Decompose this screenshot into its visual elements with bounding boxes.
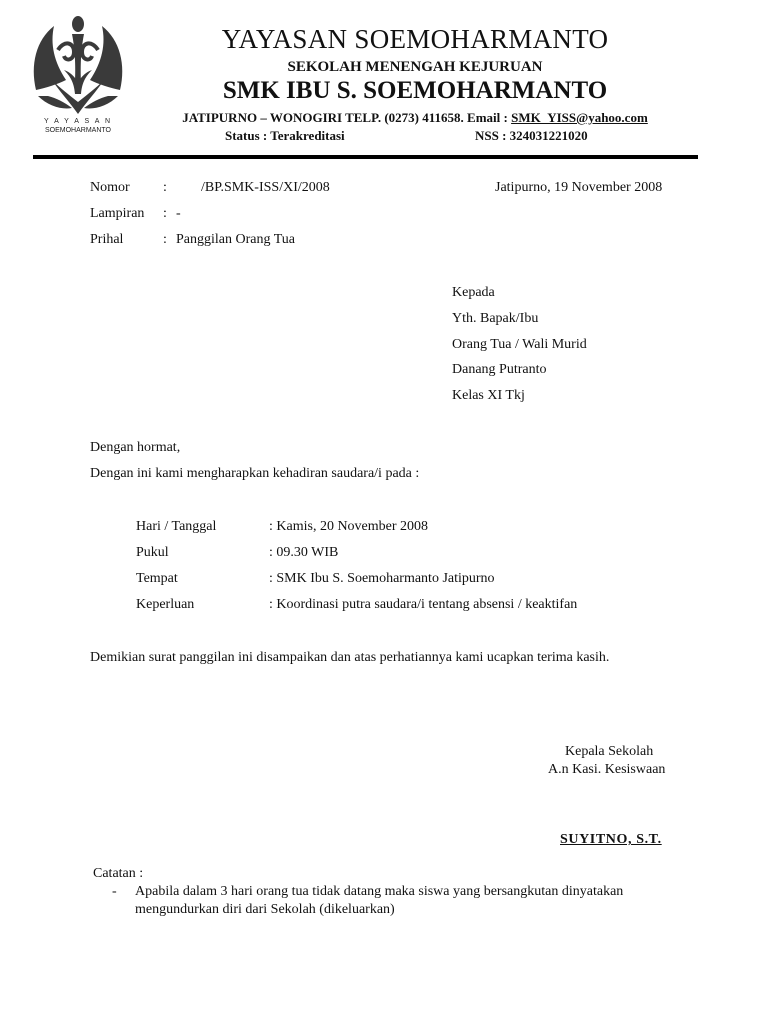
closing-sentence: Demikian surat panggilan ini disampaikan dan atas perhatiannya kami ucapkan terima kasih.	[90, 650, 610, 665]
note-bullet: -	[112, 884, 117, 899]
detail-value-purpose: : Koordinasi putra saudara/i tentang absensi / keaktifan	[269, 597, 578, 612]
detail-label-date: Hari / Tanggal	[136, 519, 217, 534]
signatory-subtitle: A.n Kasi. Kesiswaan	[548, 762, 666, 777]
recipient-line-1: Kepada	[452, 285, 495, 300]
email-link[interactable]: SMK_YISS@yahoo.com	[511, 110, 648, 125]
recipient-line-2: Yth. Bapak/Ibu	[452, 311, 539, 326]
signatory-title: Kepala Sekolah	[565, 744, 654, 759]
school-name: SMK IBU S. SOEMOHARMANTO	[222, 77, 608, 104]
letterhead-divider	[33, 155, 698, 159]
nomor-value: /BP.SMK-ISS/XI/2008	[201, 180, 330, 195]
intro-sentence: Dengan ini kami mengharapkan kehadiran saudara/i pada :	[90, 466, 420, 481]
detail-value-place: : SMK Ibu S. Soemoharmanto Jatipurno	[269, 571, 495, 586]
nomor-separator: :	[163, 180, 167, 195]
detail-label-time: Pukul	[136, 545, 169, 560]
nss-number: NSS : 324031221020	[475, 128, 588, 143]
lampiran-label: Lampiran	[90, 206, 145, 221]
detail-value-date: : Kamis, 20 November 2008	[269, 519, 429, 534]
detail-value-time: : 09.30 WIB	[269, 545, 339, 560]
greeting: Dengan hormat,	[90, 440, 181, 455]
recipient-name: Danang Putranto	[452, 362, 547, 377]
lampiran-value: -	[176, 206, 181, 221]
note-text-line-1: Apabila dalam 3 hari orang tua tidak datang maka siswa yang bersangkutan dinyatakan	[135, 884, 624, 899]
address-line	[100, 110, 730, 126]
prihal-label: Prihal	[90, 232, 124, 247]
accreditation-status: Status : Terakreditasi	[225, 128, 345, 143]
address-text: JATIPURNO – WONOGIRI TELP. (0273) 411658. Email :	[182, 110, 512, 125]
logo-caption-top: Y A Y A S A N	[43, 118, 113, 125]
signatory-name: SUYITNO, S.T.	[560, 832, 662, 847]
detail-label-place: Tempat	[136, 571, 178, 586]
logo-caption-bottom: SOEMOHARMANTO	[45, 127, 111, 134]
prihal-separator: :	[163, 232, 167, 247]
detail-label-purpose: Keperluan	[136, 597, 195, 612]
foundation-name: YAYASAN SOEMOHARMANTO	[221, 24, 609, 54]
note-text-line-2: mengundurkan diri dari Sekolah (dikeluarkan)	[135, 902, 395, 917]
recipient-class: Kelas XI Tkj	[452, 388, 525, 403]
nomor-label: Nomor	[90, 180, 130, 195]
lampiran-separator: :	[163, 206, 167, 221]
recipient-line-3: Orang Tua / Wali Murid	[452, 337, 587, 352]
prihal-value: Panggilan Orang Tua	[176, 232, 295, 247]
note-label: Catatan :	[93, 866, 144, 881]
letter-date: Jatipurno, 19 November 2008	[495, 180, 663, 195]
school-type: SEKOLAH MENENGAH KEJURUAN	[287, 59, 543, 75]
